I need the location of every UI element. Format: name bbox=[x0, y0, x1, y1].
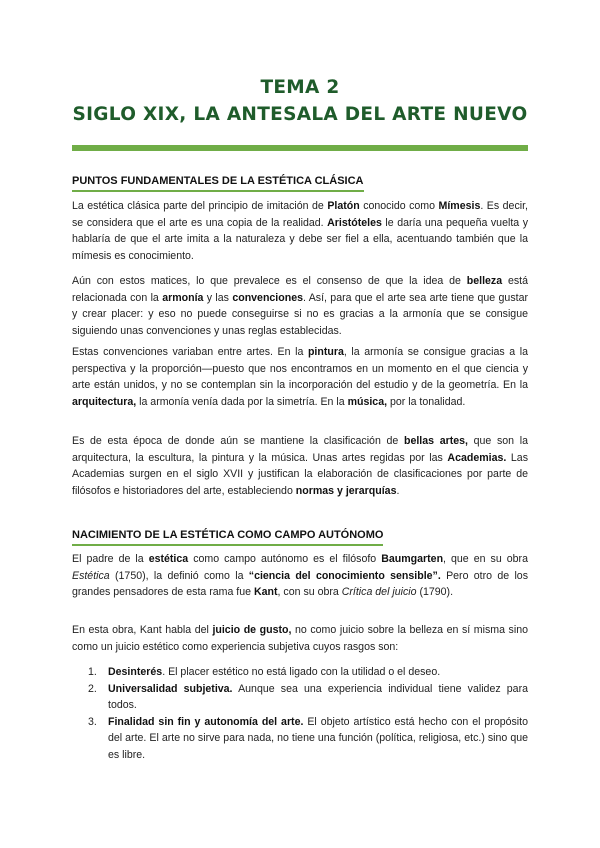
title-rule bbox=[72, 145, 528, 151]
list-item: 1. Desinterés. El placer estético no está ligado con la utilidad o el deseo. bbox=[88, 666, 441, 678]
paragraph-fine-arts: Es de esta época de donde aún se mantiene la clasificación de bellas artes, que son la arquitectura, la escultura, la pintura y la música. Unas artes regidas por las Academias. Las Academias surgen en el siglo XVII y justifican la elaboración de clasificaciones por parte de filósofos e historiadores del arte, estableciendo normas y jerarquías. bbox=[72, 435, 528, 497]
section-heading-classical: PUNTOS FUNDAMENTALES DE LA ESTÉTICA CLÁSICA bbox=[72, 174, 364, 192]
list-item: 2. Universalidad subjetiva. Aunque sea una experiencia individual tiene validez para todos. bbox=[88, 682, 528, 712]
traits-list bbox=[72, 664, 528, 764]
paragraph-mimesis: La estética clásica parte del principio de imitación de Platón conocido como Mímesis. Es decir, se considera que el arte es una copia de la realidad. Aristóteles le daría una pequeña vuelta y hablaría de que el arte imita a la naturaleza y debe ser fiel a ella, acentuando también que la mímesis es conocimiento. bbox=[72, 200, 528, 262]
section-heading-autonomous: NACIMIENTO DE LA ESTÉTICA COMO CAMPO AUTÓNOMO bbox=[72, 528, 383, 546]
page-title: SIGLO XIX, LA ANTESALA DEL ARTE NUEVO bbox=[72, 104, 528, 125]
paragraph-baumgarten: El padre de la estética como campo autónomo es el filósofo Baumgarten, que en su obra Estética (1750), la definió como la “ciencia del conocimiento sensible”. Pero otro de los grandes pensadores de esta rama fue Kant, con su obra Crítica del juicio (1790). bbox=[72, 553, 528, 599]
paragraph-beauty: Aún con estos matices, lo que prevalece es el consenso de que la idea de belleza está relacionada con la armonía y las convenciones. Así, para que el arte sea arte tiene que gustar y crear placer: y eso no puede conseguirse si no es gracias a la armonía que se consigue siguiendo unas convenciones y unas reglas establecidas. bbox=[72, 275, 528, 337]
list-item: 3. Finalidad sin fin y autonomía del arte. El objeto artístico está hecho con el propósito del arte. El arte no sirve para nada, no tiene una función (política, religiosa, etc.) sino que es libre. bbox=[88, 715, 528, 761]
topic-number: TEMA 2 bbox=[260, 77, 340, 98]
paragraph-kant-judgment: En esta obra, Kant habla del juicio de gusto, no como juicio sobre la belleza en sí misma sino como un juicio estético como experiencia subjetiva cuyos rasgos son: bbox=[72, 624, 528, 653]
paragraph-conventions: Estas convenciones variaban entre artes. En la pintura, la armonía se consigue gracias a la perspectiva y la proporción—puesto que nos encontramos en un momento en el que ciencia y arte están unidos, y no se contemplan sin la incorporación del estudio y de la geometría. En la arquitectura, la armonía venía dada por la simetría. En la música, por la tonalidad. bbox=[72, 346, 528, 408]
